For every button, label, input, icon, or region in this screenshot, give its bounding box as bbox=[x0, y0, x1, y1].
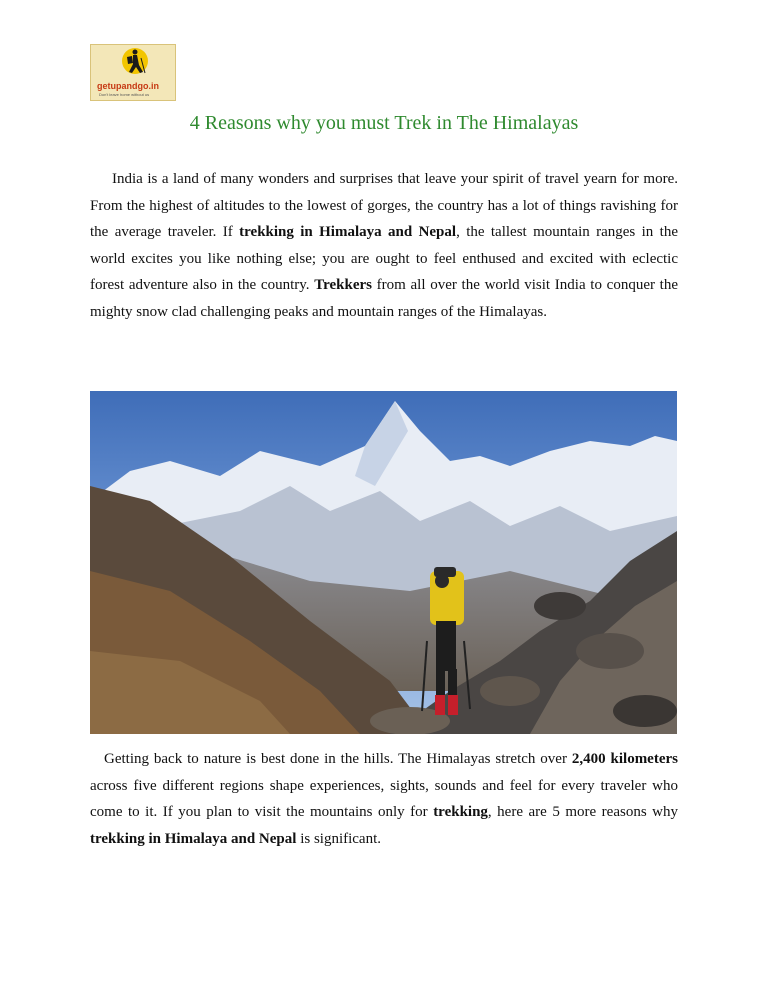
keyword-link-trekkers[interactable]: Trekkers bbox=[314, 277, 372, 293]
page-title: 4 Reasons why you must Trek in The Himalayas bbox=[189, 112, 579, 134]
body-text-3: , here are 5 more reasons why bbox=[487, 804, 678, 820]
body-paragraph bbox=[90, 746, 678, 852]
body-text-4: is significant. bbox=[296, 830, 382, 847]
intro-text-3: from all over the world visit India to conquer the mighty snow clad challenging peaks and mountain ranges of the Himalayas. bbox=[90, 277, 678, 320]
body-text-2: across five different regions shape experiences, sights, sounds and feel for every traveler who come to it. If you plan to visit the mountains only for bbox=[90, 777, 678, 820]
logo-tagline: Don't leave home without us bbox=[99, 92, 150, 97]
body-text-1: Getting back to nature is best done in the hills. The Himalayas stretch over bbox=[104, 751, 572, 767]
intro-text-2: , the tallest mountain ranges in the world excites you like nothing else; you are ought to feel enthused and excited with eclectic forest adventure also in the country. bbox=[90, 224, 679, 293]
intro-text-1: India is a land of many wonders and surprises that leave your spirit of travel yearn for more. From the highest of altitudes to the lowest of gorges, the country has a lot of things ravishing for the average traveler. If bbox=[90, 171, 678, 240]
keyword-link-trekking[interactable]: trekking bbox=[433, 804, 488, 820]
himalaya-trekker-photo bbox=[90, 391, 677, 734]
intro-paragraph bbox=[90, 166, 678, 325]
keyword-link-trekking-himalaya-nepal[interactable]: trekking in Himalaya and Nepal bbox=[239, 224, 457, 240]
keyword-link-trekking-himalaya-nepal-2[interactable]: trekking in Himalaya and Nepal bbox=[90, 830, 297, 847]
logo-brand-text: getupandgo.in bbox=[97, 81, 159, 91]
site-logo[interactable] bbox=[90, 44, 176, 101]
keyword-link-2400-km[interactable]: 2,400 kilometers bbox=[571, 751, 678, 767]
